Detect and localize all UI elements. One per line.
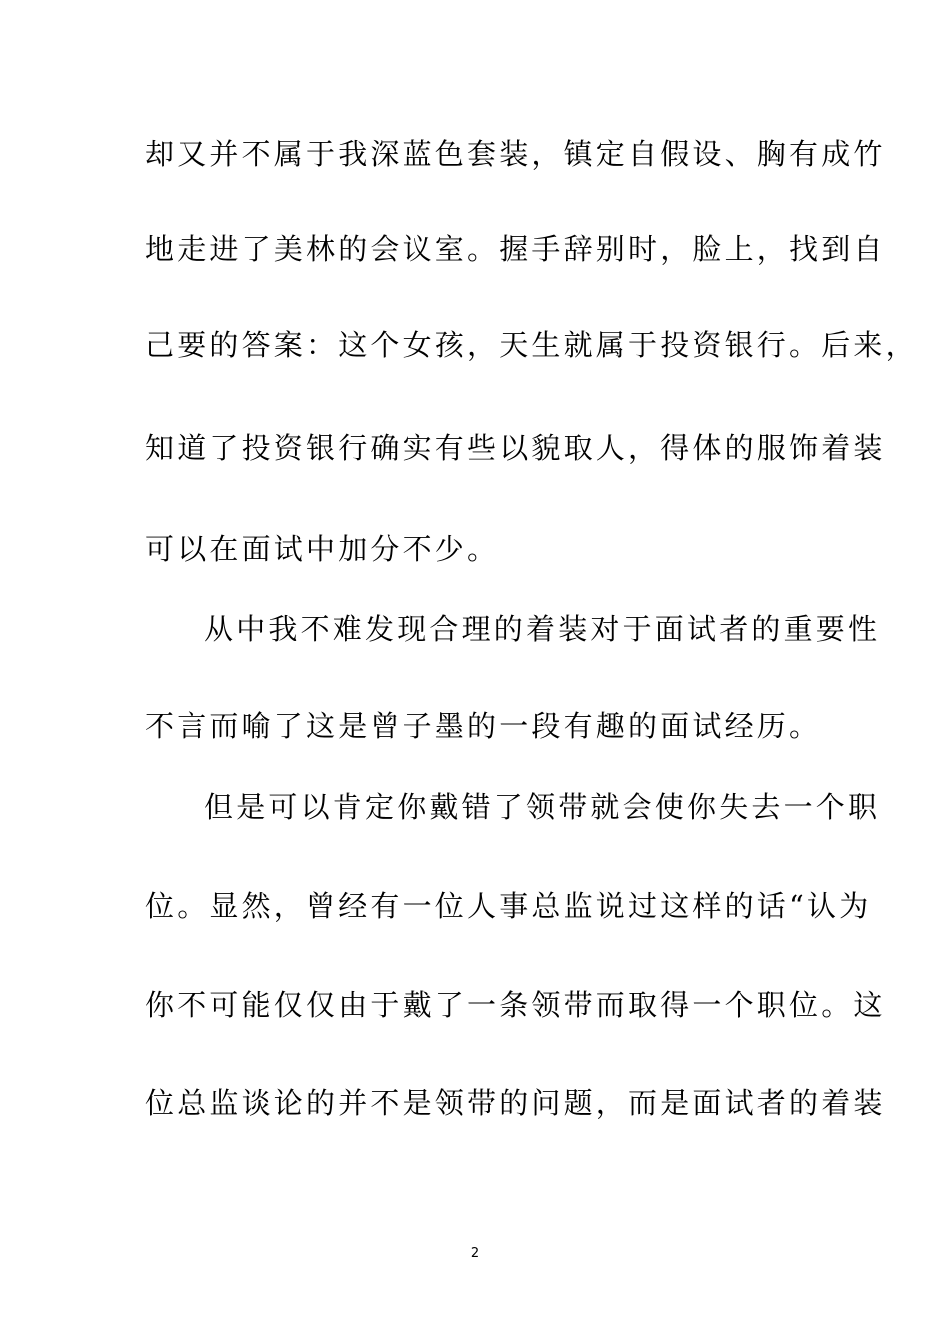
paragraph-first-line: 从中我不难发现合理的着装对于面试者的重要性 <box>204 612 881 646</box>
page-number: 2 <box>470 1246 480 1261</box>
text-line: 地走进了美林的会议室。握手辞别时，脸上，找到自 <box>145 232 886 266</box>
text-line: 不言而喻了这是曾子墨的一段有趣的面试经历。 <box>145 709 822 743</box>
text-line: 知道了投资银行确实有些以貌取人，得体的服饰着装 <box>145 431 886 465</box>
text-line: 却又并不属于我深蓝色套装，镇定自假设、胸有成竹 <box>145 137 886 171</box>
text-line: 位。显然，曾经有一位人事总监说过这样的话“认为 <box>145 889 872 923</box>
paragraph-first-line: 但是可以肯定你戴错了领带就会使你失去一个职 <box>204 790 881 824</box>
text-line: 己要的答案：这个女孩，天生就属于投资银行。后来， <box>145 328 918 362</box>
text-line: 位总监谈论的并不是领带的问题，而是面试者的着装 <box>145 1086 886 1120</box>
text-line: 你不可能仅仅由于戴了一条领带而取得一个职位。这 <box>145 988 886 1022</box>
text-line: 可以在面试中加分不少。 <box>145 532 500 566</box>
